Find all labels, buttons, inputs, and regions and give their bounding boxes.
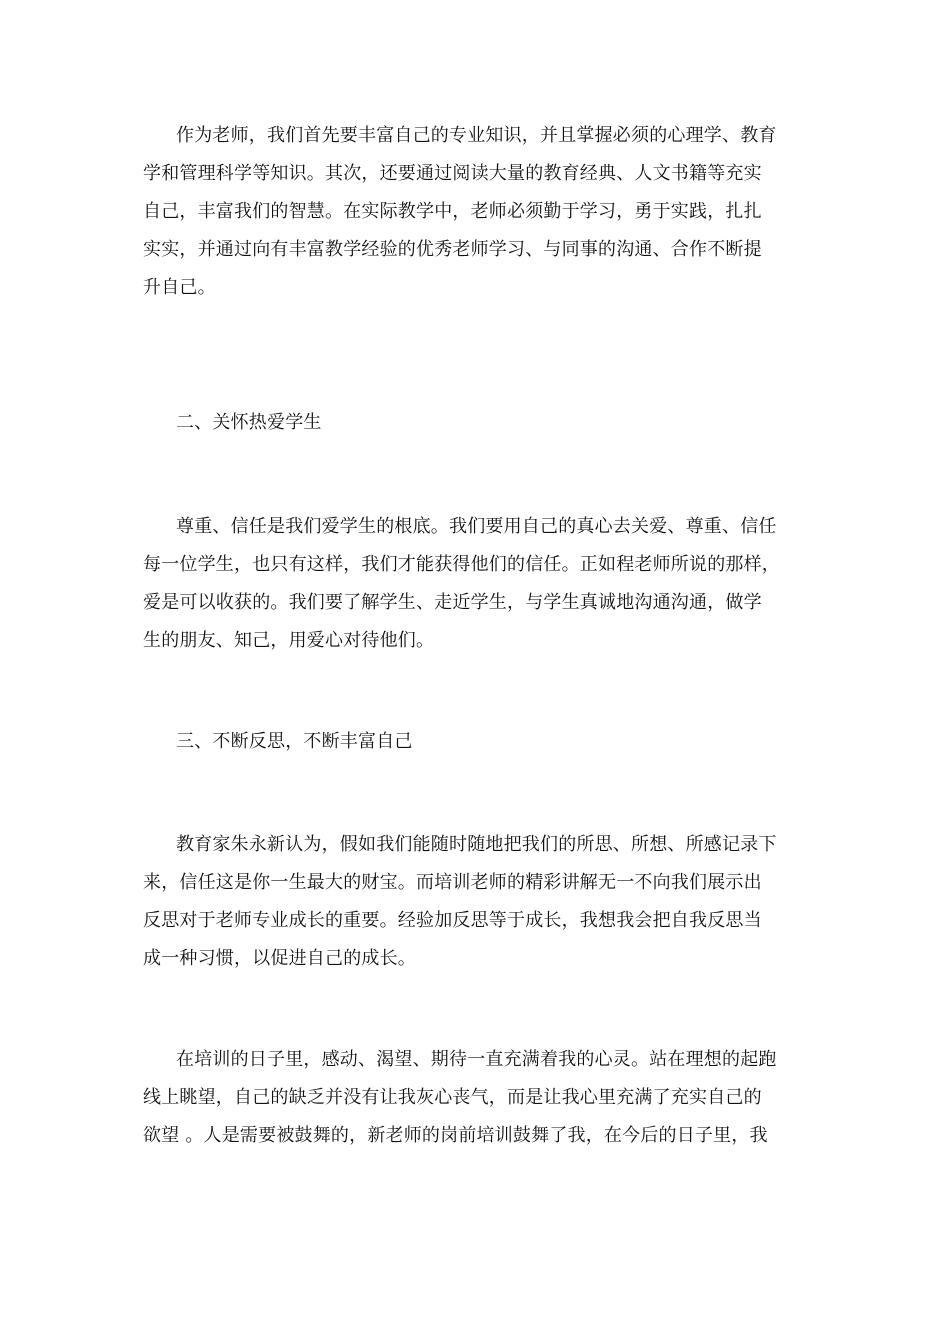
paragraph-line: 学和管理科学等知识。其次，还要通过阅读大量的教育经典、人文书籍等充实 xyxy=(143,163,762,184)
paragraph-reflection xyxy=(143,826,807,978)
paragraph-line: 来，信任这是你一生最大的财宝。而培训老师的精彩讲解无一不向我们展示出 xyxy=(143,872,762,893)
paragraph-line: 欲望 。人是需要被鼓舞的，新老师的岗前培训鼓舞了我，在今后的日子里，我 xyxy=(143,1125,768,1146)
paragraph-professional-knowledge xyxy=(143,117,807,307)
paragraph-line: 自己，丰富我们的智慧。在实际教学中，老师必须勤于学习，勇于实践，扎扎 xyxy=(143,201,762,222)
paragraph-line: 实实，并通过向有丰富教学经验的优秀老师学习、与同事的沟通、合作不断提 xyxy=(143,239,762,260)
paragraph-line: 尊重、信任是我们爱学生的根底。我们要用自己的真心去关爱、尊重、信任 xyxy=(176,516,777,537)
paragraph-line: 教育家朱永新认为，假如我们能随时随地把我们的所思、所想、所感记录下 xyxy=(176,834,777,855)
paragraph-line: 作为老师，我们首先要丰富自己的专业知识，并且掌握必须的心理学、教育 xyxy=(176,125,777,146)
paragraph-line: 反思对于老师专业成长的重要。经验加反思等于成长，我想我会把自我反思当 xyxy=(143,910,762,931)
paragraph-line: 线上眺望，自己的缺乏并没有让我灰心丧气，而是让我心里充满了充实自己的 xyxy=(143,1087,762,1108)
section-heading-care-for-students: 二、关怀热爱学生 xyxy=(176,412,322,433)
paragraph-line: 成一种习惯，以促进自己的成长。 xyxy=(143,948,416,969)
paragraph-line: 每一位学生，也只有这样，我们才能获得他们的信任。正如程老师所说的那样， xyxy=(143,554,780,575)
paragraph-training-days xyxy=(143,1041,807,1155)
paragraph-line: 爱是可以收获的。我们要了解学生、走近学生，与学生真诚地沟通沟通，做学 xyxy=(143,592,762,613)
paragraph-line: 升自己。 xyxy=(143,277,216,298)
paragraph-line: 在培训的日子里，感动、渴望、期待一直充满着我的心灵。站在理想的起跑 xyxy=(176,1049,777,1070)
paragraph-respect-trust xyxy=(143,508,807,660)
section-heading-reflection: 三、不断反思，不断丰富自己 xyxy=(176,731,413,752)
paragraph-line: 生的朋友、知己，用爱心对待他们。 xyxy=(143,630,435,651)
